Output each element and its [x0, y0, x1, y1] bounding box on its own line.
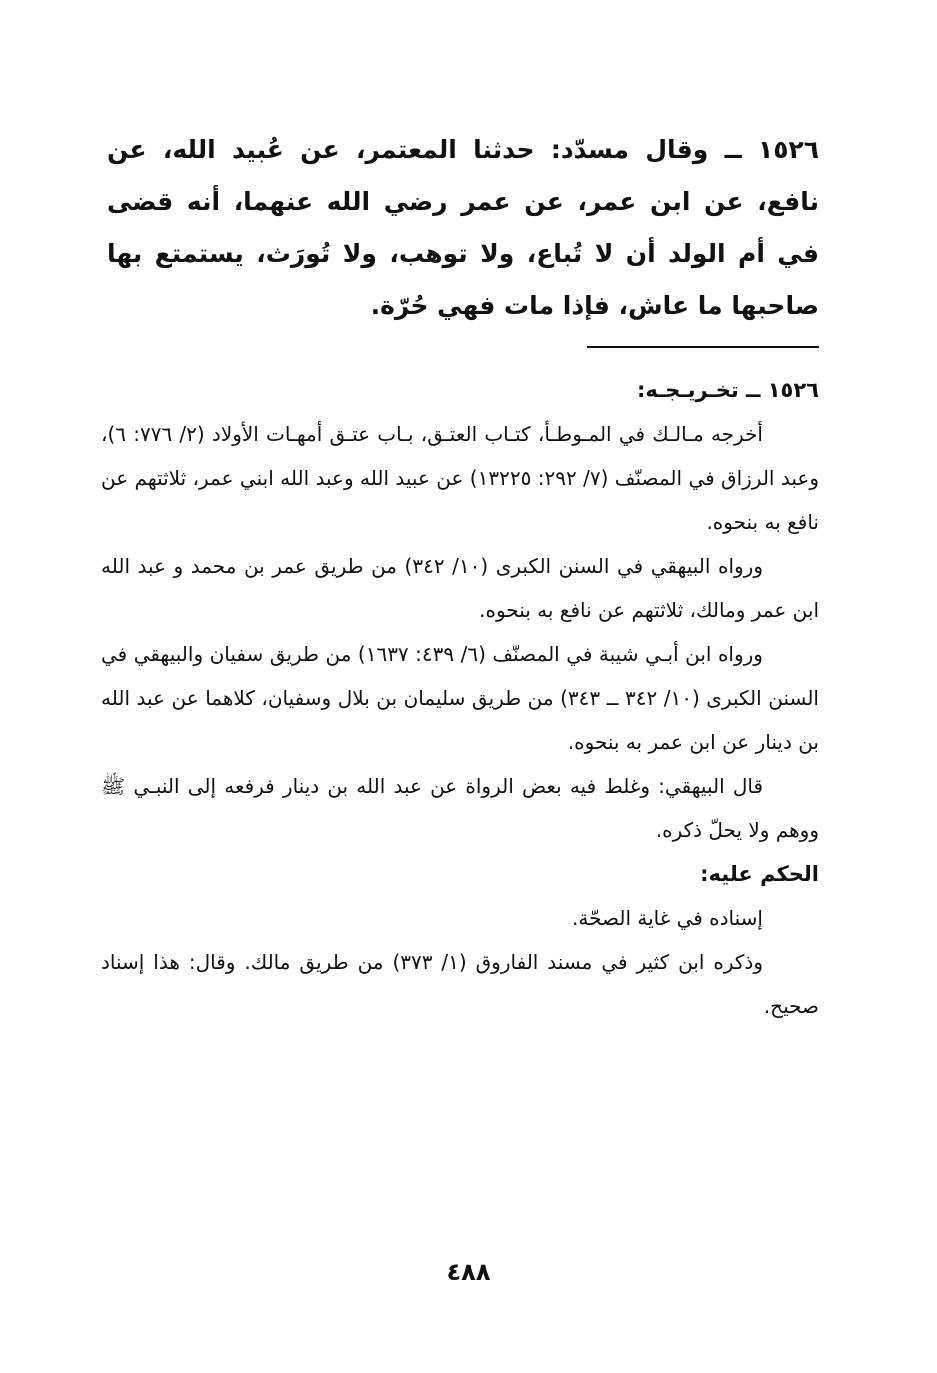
takhrij-paragraph-2: ورواه البيهقي في السنن الكبرى (١٠/ ٣٤٢) من طريق عمر بن محمد و عبد الله ابن عمر ومالك، ثلاثتهم عن نافع به بنحوه.	[101, 554, 819, 622]
footnote-divider	[587, 346, 819, 348]
takhrij-paragraph-3: ورواه ابن أبـي شيبة في المصنّف (٦/ ٤٣٩: ١٦٣٧) من طريق سفيان والبيهقي في السنن الكبرى (١٠/ ٣٤٢ ــ ٣٤٣) من طريق سليمان بن بلال وسفيان، كلاهما عن عبد الله بن دينار عن ابن عمر به بنحوه.	[101, 642, 819, 754]
main-text-block	[107, 124, 819, 332]
takhrij-heading: ١٥٢٦ ــ تخـريـجـه:	[636, 378, 819, 402]
hukm-heading: الحكم عليه:	[700, 862, 819, 886]
hadith-paragraph: ١٥٢٦ ــ وقال مسدّد: حدثنا المعتمر، عن عُبيد الله، عن نافع، عن ابن عمر، عن عمر رضي الله عنهما، أنه قضى في أم الولد أن لا تُباع، ولا توهب، ولا تُورَث، يستمتع بها صاحبها ما عاش، فإذا مات فهي حُرّة.	[107, 135, 819, 320]
bayhaqi-quote: قال البيهقي: وغلط فيه بعض الرواة عن عبد الله بن دينار فرفعه إلى النبـي ﷺ ووهم ولا يحلّ ذكره.	[101, 774, 819, 842]
takhrij-paragraph-1: أخرجه مـالـك في المـوطـأ، كتـاب العتـق، بـاب عتـق أمهـات الأولاد (٢/ ٧٧٦: ٦)، وعبد الرزاق في المصنّف (٧/ ٢٩٢: ١٣٢٢٥) عن عبيد الله وعبد الله ابني عمر، ثلاثتهم عن نافع به بنحوه.	[101, 422, 819, 534]
page-number: ٤٨٨	[446, 1258, 491, 1286]
hukm-paragraph: إسناده في غاية الصحّة.	[572, 906, 763, 930]
ibn-kathir-paragraph: وذكره ابن كثير في مسند الفاروق (١/ ٣٧٣) من طريق مالك. وقال: هذا إسناد صحيح.	[101, 950, 819, 1018]
footnotes-block	[101, 368, 819, 1028]
